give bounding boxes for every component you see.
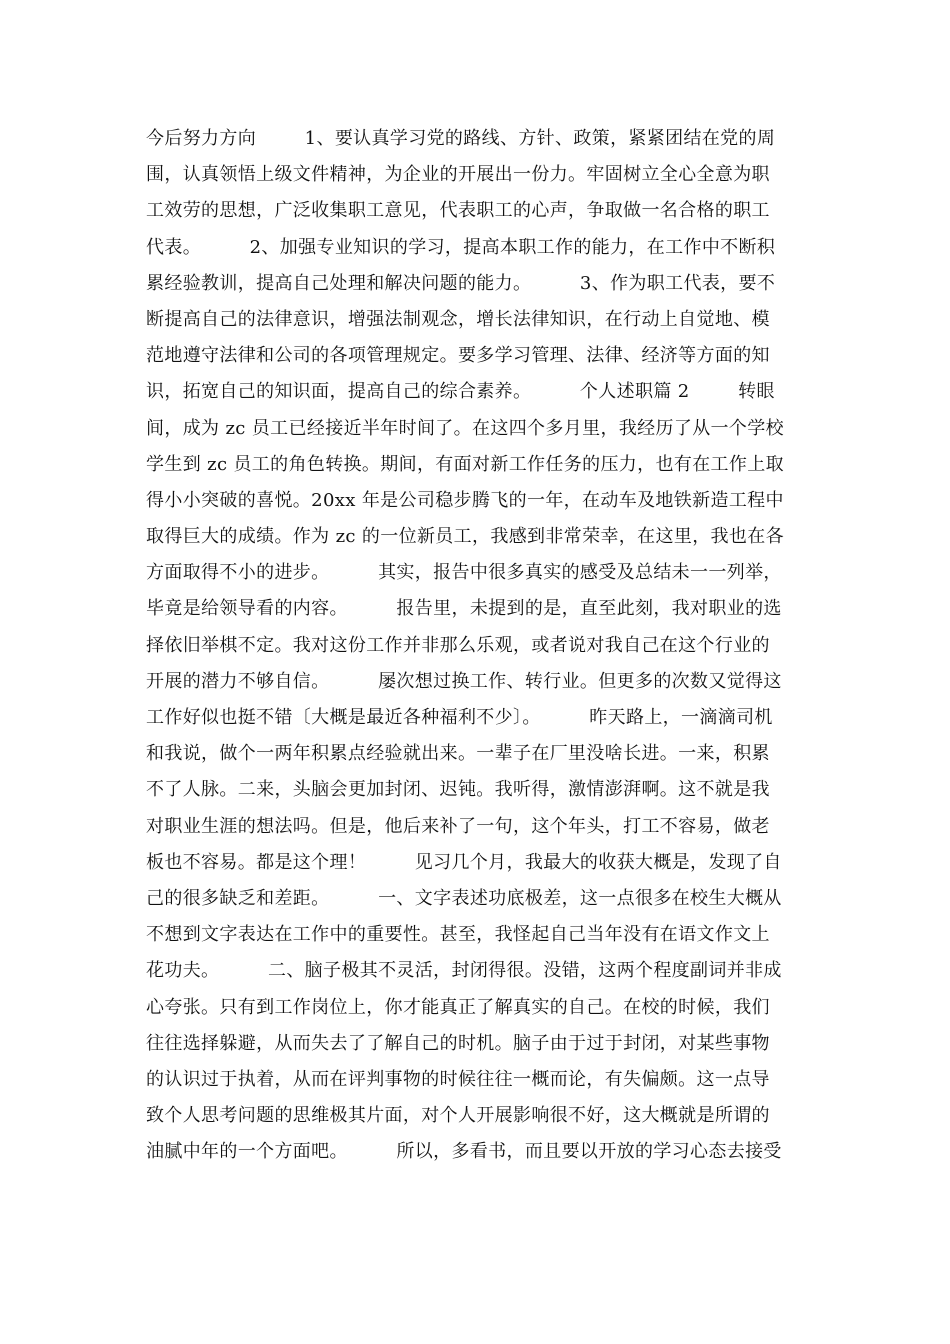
text-line: 识，拓宽自己的知识面，提高自己的综合素养。 个人述职篇 2 转眼 xyxy=(146,381,775,403)
text-line: 不想到文字表达在工作中的重要性。甚至，我怪起自己当年没有在语文作文上 xyxy=(146,924,770,946)
text-line: 断提高自己的法律意识，增强法制观念，增长法律知识，在行动上自觉地、模 xyxy=(146,308,770,330)
text-line: 和我说，做个一两年积累点经验就出来。一辈子在厂里没啥长进。一来，积累 xyxy=(146,743,770,765)
text-line: 学生到 zc 员工的角色转换。期间，有面对新工作任务的压力，也有在工作上取 xyxy=(146,453,784,475)
body-text xyxy=(146,121,810,1170)
text-line: 今后努力方向 1、要认真学习党的路线、方针、政策，紧紧团结在党的周 xyxy=(146,128,776,149)
text-line: 己的很多缺乏和差距。 一、文字表述功底极差，这一点很多在校生大概从 xyxy=(146,887,782,909)
text-line: 不了人脉。二来，头脑会更加封闭、迟钝。我听得，激情澎湃啊。这不就是我 xyxy=(146,779,770,801)
text-line: 得小小突破的喜悦。20xx 年是公司稳步腾飞的一年，在动车及地铁新造工程中 xyxy=(146,489,784,511)
text-line: 代表。 2、加强专业知识的学习，提高本职工作的能力，在工作中不断积 xyxy=(146,236,776,258)
text-line: 择依旧举棋不定。我对这份工作并非那么乐观，或者说对我自己在这个行业的 xyxy=(146,634,770,656)
text-line: 工效劳的思想，广泛收集职工意见，代表职工的心声，争取做一名合格的职工 xyxy=(146,200,770,222)
text-line: 累经验教训，提高自己处理和解决问题的能力。 3、作为职工代表，要不 xyxy=(146,272,776,294)
text-line: 工作好似也挺不错〔大概是最近各种福利不少〕。 昨天路上，一滴滴司机 xyxy=(146,707,773,728)
text-line: 的认识过于执着，从而在评判事物的时候往往一概而论，有失偏颇。这一点导 xyxy=(146,1068,770,1090)
text-line: 范地遵守法律和公司的各项管理规定。要多学习管理、法律、经济等方面的知 xyxy=(146,345,770,367)
text-line: 对职业生涯的想法吗。但是，他后来补了一句，这个年头，打工不容易，做老 xyxy=(146,815,770,837)
text-line: 板也不容易。都是这个理！ 见习几个月，我最大的收获大概是，发现了自 xyxy=(146,851,782,873)
text-line: 花功夫。 二、脑子极其不灵活，封闭得很。没错，这两个程度副词并非成 xyxy=(146,960,782,982)
text-line: 间，成为 zc 员工已经接近半年时间了。在这四个多月里，我经历了从一个学校 xyxy=(146,417,784,439)
text-line: 方面取得不小的进步。 其实，报告中很多真实的感受及总结未一一列举， xyxy=(146,562,782,584)
text-line: 油腻中年的一个方面吧。 所以，多看书，而且要以开放的学习心态去接受 xyxy=(146,1141,782,1163)
text-line: 围，认真领悟上级文件精神，为企业的开展出一份力。牢固树立全心全意为职 xyxy=(146,164,770,186)
text-line: 取得巨大的成绩。作为 zc 的一位新员工，我感到非常荣幸，在这里，我也在各 xyxy=(146,526,784,548)
text-line: 往往选择躲避，从而失去了了解自己的时机。脑子由于过于封闭，对某些事物 xyxy=(146,1032,770,1054)
text-line: 毕竟是给领导看的内容。 报告里，未提到的是，直至此刻，我对职业的选 xyxy=(146,598,782,620)
text-line: 致个人思考问题的思维极其片面，对个人开展影响很不好，这大概就是所谓的 xyxy=(146,1105,770,1127)
text-line: 开展的潜力不够自信。 屡次想过换工作、转行业。但更多的次数又觉得这 xyxy=(146,670,782,692)
text-line: 心夸张。只有到工作岗位上，你才能真正了解真实的自己。在校的时候，我们 xyxy=(146,996,770,1018)
